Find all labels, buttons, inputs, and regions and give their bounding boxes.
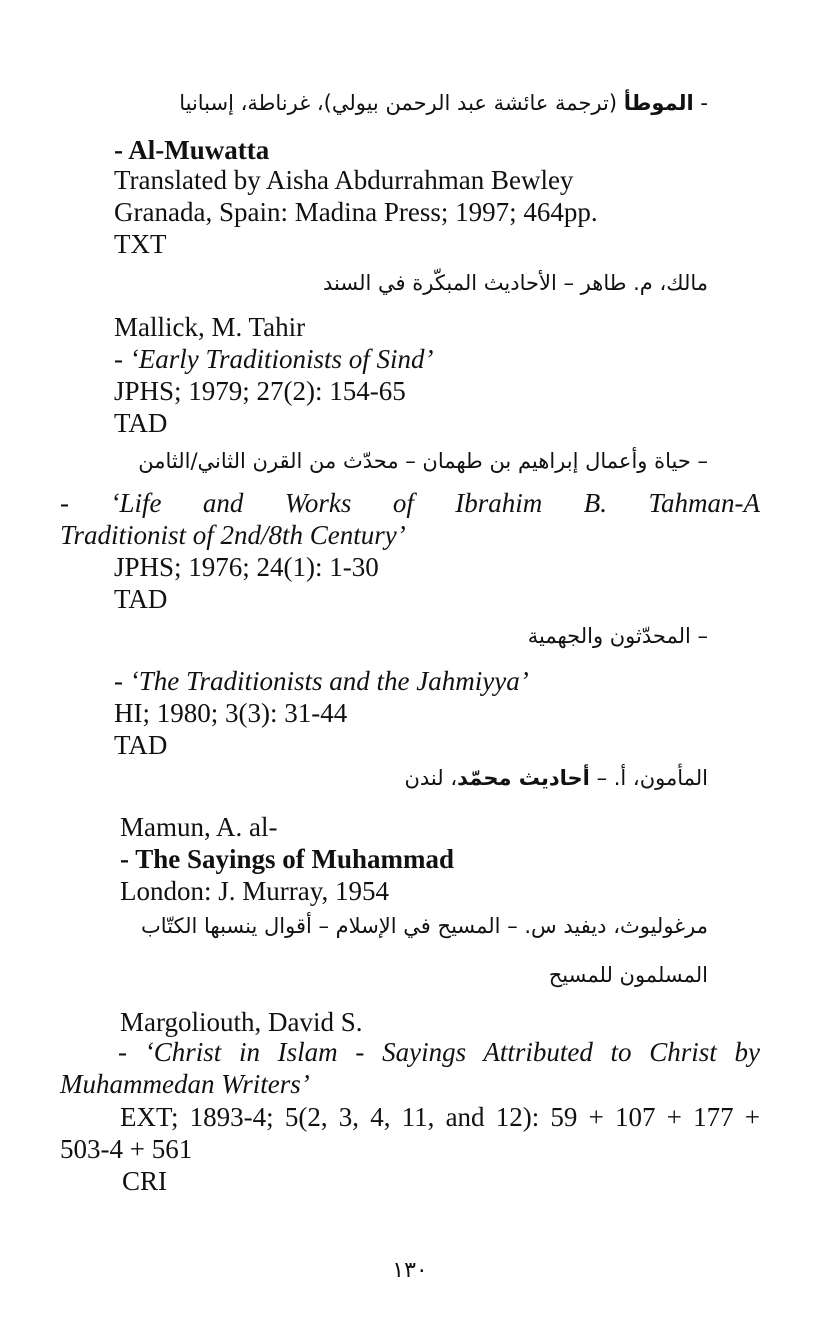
- arabic-prefix: -: [693, 91, 708, 115]
- entry-title-line2: Muhammedan Writers’: [60, 1069, 310, 1099]
- arabic-author: المأمون، أ. –: [589, 766, 708, 790]
- arabic-entry-mallick: مالك، م. طاهر – الأحاديث المبكّرة في السند: [323, 271, 708, 295]
- arabic-entry-margoliouth-line2: المسلمون للمسيح: [548, 963, 708, 987]
- entry-title-line1: - ‘Life and Works of Ibrahim B. Tahman-A: [60, 488, 760, 518]
- entry-pub-line2: 503-4 + 561: [60, 1134, 193, 1164]
- entry-code: TXT: [114, 229, 167, 259]
- entry-pub-line1: EXT; 1893-4; 5(2, 3, 4, 11, and 12): 59 + 107 + 177 +: [120, 1102, 760, 1132]
- entry-journal: JPHS; 1976; 24(1): 1-30: [114, 552, 379, 582]
- entry-title-line1: - ‘Christ in Islam - Sayings Attributed to Christ by: [118, 1037, 760, 1067]
- entry-title-block: [60, 487, 760, 551]
- entry-title: - ‘Early Traditionists of Sind’: [114, 344, 434, 374]
- entry-publisher: London: J. Murray, 1954: [120, 876, 389, 906]
- entry-title: - Al-Muwatta: [114, 135, 270, 165]
- arabic-entry-margoliouth-line1: مرغوليوث، ديفيد س. – المسيح في الإسلام – أقوال ينسبها الكتّاب: [141, 914, 708, 938]
- entry-journal: JPHS; 1979; 27(2): 154-65: [114, 376, 406, 406]
- entry-pub-block: [60, 1101, 760, 1165]
- entry-code: CRI: [122, 1166, 168, 1196]
- entry-title: - The Sayings of Muhammad: [120, 844, 455, 874]
- entry-author: Mamun, A. al-: [120, 812, 278, 842]
- arabic-title: الموطأ: [623, 91, 694, 115]
- entry-author: Margoliouth, David S.: [120, 1007, 363, 1037]
- entry-title-line2: Traditionist of 2nd/8th Century’: [60, 520, 406, 550]
- arabic-title: أحاديث محمّد: [457, 766, 590, 790]
- entry-code: TAD: [114, 730, 168, 760]
- entry-title-block: [60, 1036, 760, 1100]
- entry-author: Mallick, M. Tahir: [114, 312, 306, 342]
- entry-translator: Translated by Aisha Abdurrahman Bewley: [114, 165, 574, 195]
- arabic-place: ، لندن: [404, 766, 458, 790]
- page-number: ١٣٠: [392, 1258, 428, 1283]
- entry-code: TAD: [114, 584, 168, 614]
- arabic-entry-mamun: [404, 763, 708, 793]
- arabic-entry-jahmiyya: – المحدّثون والجهمية: [527, 624, 708, 648]
- arabic-entry-tahman: – حياة وأعمال إبراهيم بن طهمان – محدّث من القرن الثاني/الثامن: [138, 449, 708, 473]
- arabic-suffix: (ترجمة عائشة عبد الرحمن بيولي)، غرناطة، إسبانيا: [179, 91, 624, 115]
- entry-publisher: Granada, Spain: Madina Press; 1997; 464pp.: [114, 197, 598, 227]
- entry-journal: HI; 1980; 3(3): 31-44: [114, 698, 348, 728]
- entry-title: - ‘The Traditionists and the Jahmiyya’: [114, 666, 529, 696]
- entry-code: TAD: [114, 408, 168, 438]
- arabic-entry-muwatta: [179, 88, 708, 118]
